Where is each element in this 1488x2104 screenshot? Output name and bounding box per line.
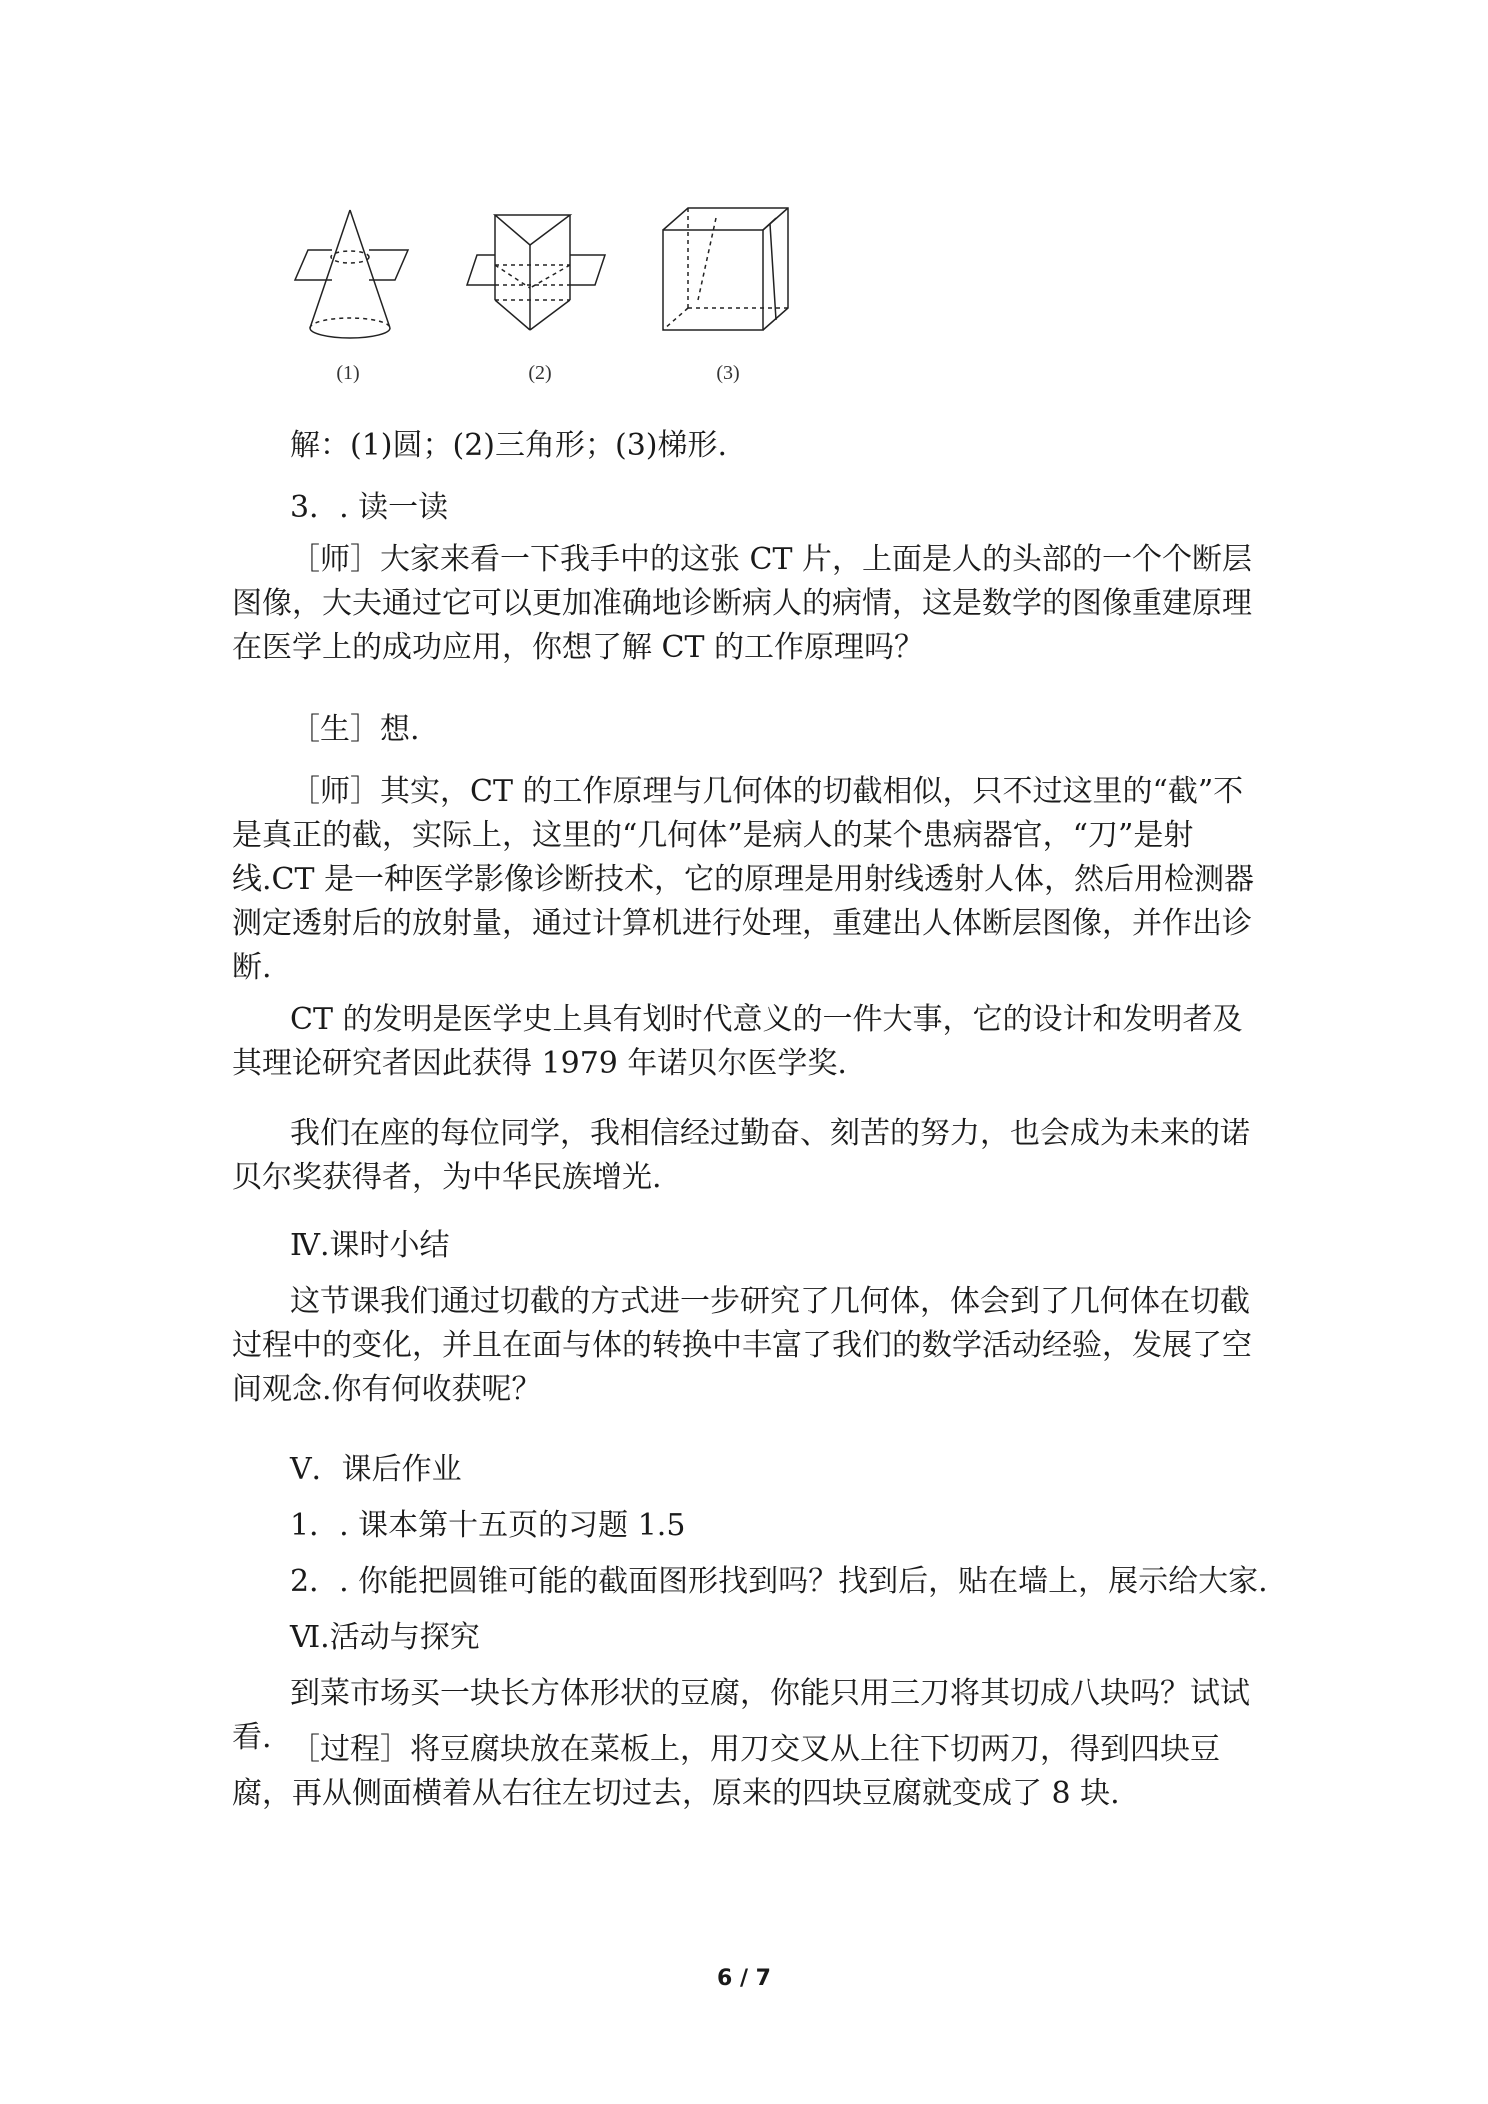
cube-figure xyxy=(658,200,808,350)
activity-heading: Ⅵ.活动与探究 xyxy=(290,1620,480,1655)
homework-item-1: 1．. 课本第十五页的习题 1.5 xyxy=(290,1508,686,1543)
summary-heading: Ⅳ.课时小结 xyxy=(290,1228,450,1263)
activity-process: ［过程］将豆腐块放在菜板上，用刀交叉从上往下切两刀，得到四块豆腐，再从侧面横着从右往左切过去，原来的四块豆腐就变成了 8 块. xyxy=(232,1732,1220,1811)
figure-label-1: (1) xyxy=(336,362,360,384)
cone-figure xyxy=(290,200,420,350)
student-reply: ［生］想. xyxy=(290,712,420,747)
geometry-figures xyxy=(280,200,840,400)
triangular-prism-figure xyxy=(465,200,615,350)
ct-invention-paragraph: CT 的发明是医学史上具有划时代意义的一件大事，它的设计和发明者及其理论研究者因此获得 1979 年诺贝尔医学奖. xyxy=(232,1002,1243,1081)
homework-item-2: 2．. 你能把圆锥可能的截面图形找到吗？找到后，贴在墙上，展示给大家. xyxy=(290,1564,1268,1599)
activity-question: 到菜市场买一块长方体形状的豆腐，你能只用三刀将其切成八块吗？试试看. xyxy=(232,1676,1250,1755)
teacher-explanation-paragraph: ［师］其实，CT 的工作原理与几何体的切截相似，只不过这里的“截”不是真正的截，实际上，这里的“几何体”是病人的某个患病器官，“刀”是射线.CT 是一种医学影像诊断技术，它的原理是用射线透射人体，然后用检测器测定透射后的放射量，通过计算机进行处理，重建出人体断层图像，并作出诊断. xyxy=(232,774,1255,985)
homework-heading: Ⅴ．课后作业 xyxy=(290,1452,462,1487)
teacher-ct-paragraph: ［师］大家来看一下我手中的这张 CT 片，上面是人的头部的一个个断层图像，大夫通过它可以更加准确地诊断病人的病情，这是数学的图像重建原理在医学上的成功应用，你想了解 CT 的工作原理吗？ xyxy=(232,542,1253,665)
figure-label-2: (2) xyxy=(528,362,552,384)
section-read-heading: 3．. 读一读 xyxy=(290,490,449,525)
summary-paragraph: 这节课我们通过切截的方式进一步研究了几何体，体会到了几何体在切截过程中的变化，并且在面与体的转换中丰富了我们的数学活动经验，发展了空间观念.你有何收获呢？ xyxy=(232,1284,1252,1407)
encouragement-paragraph: 我们在座的每位同学，我相信经过勤奋、刻苦的努力，也会成为未来的诺贝尔奖获得者，为中华民族增光. xyxy=(232,1116,1250,1195)
answer-line: 解：(1)圆；(2)三角形；(3)梯形. xyxy=(290,428,728,463)
page-number: 6 / 7 xyxy=(717,1966,771,1991)
figure-label-3: (3) xyxy=(716,362,740,384)
